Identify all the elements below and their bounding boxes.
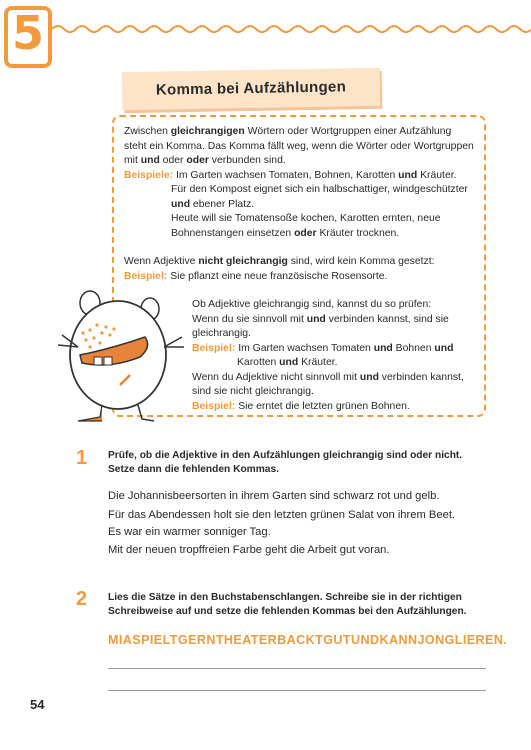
- emphasis-word: und: [373, 342, 393, 354]
- text-segment: mit: [124, 155, 141, 166]
- rule-example-line: [171, 183, 468, 198]
- rule-adjective-line: [124, 255, 435, 270]
- rule-adjective-line: [124, 270, 387, 285]
- task-2-instruction: Lies die Sätze in den Buchstabenschlangen. Schreibe sie in der richtigen: [108, 592, 462, 603]
- text-segment: Kräuter trocknen.: [316, 227, 400, 239]
- text-segment: sind, wird kein Komma gesetzt:: [287, 256, 435, 267]
- rule-test-line: [192, 371, 464, 386]
- emphasis-word: und: [434, 342, 454, 354]
- emphasis-word: und: [398, 169, 418, 181]
- chapter-number-badge: [4, 6, 52, 68]
- rule-test-line: [192, 313, 449, 328]
- task-2-instruction: Schreibweise auf und setze die fehlenden Kommas bei den Aufzählungen.: [108, 606, 467, 617]
- emphasis-word: oder: [294, 227, 317, 239]
- text-segment: Für den Kompost eignet sich ein halbschattiger, windgeschützter: [171, 184, 468, 195]
- task-1-sentence: Die Johannisbeersorten in ihrem Garten sind schwarz rot und gelb.: [108, 490, 440, 502]
- emphasis-word: und: [359, 371, 379, 383]
- task-1-sentence: Es war ein warmer sonniger Tag.: [108, 526, 271, 538]
- text-segment: Zwischen: [124, 126, 171, 137]
- rule-test-line: [192, 298, 431, 313]
- text-segment: Bohnenstangen einsetzen: [171, 227, 295, 239]
- text-segment: verbinden kannst, sind sie: [325, 313, 449, 325]
- text-segment: Wenn du Adjektive nicht sinnvoll mit: [192, 371, 360, 383]
- rule-example-line: [124, 169, 457, 184]
- text-segment: Im Garten wachsen Tomaten: [235, 342, 374, 354]
- text-segment: Im Garten wachsen Tomaten, Bohnen, Karotten: [173, 169, 399, 181]
- emphasis-word: und: [306, 313, 326, 325]
- text-segment: gleichrangig.: [192, 328, 251, 339]
- letter-snake: MIASPIELTGERNTHEATERBACKTGUTUNDKANNJONGLIEREN.: [108, 633, 508, 647]
- rule-test-line: [192, 400, 410, 415]
- text-segment: Sie erntet die letzten grünen Bohnen.: [235, 400, 410, 412]
- task-1-sentence: Für das Abendessen holt sie den letzten grünen Salat von ihrem Beet.: [108, 509, 456, 521]
- rule-test-line: [237, 356, 338, 371]
- text-segment: verbinden kannst,: [378, 371, 464, 383]
- text-segment: Heute will sie Tomatensoße kochen, Karotten ernten, neue: [171, 213, 441, 224]
- text-segment: Wörtern oder Wortgruppen einer Aufzählung: [244, 126, 452, 137]
- example-label: Beispiel:: [192, 342, 236, 354]
- text-segment: Wenn Adjektive: [124, 256, 199, 267]
- example-label: Beispiele:: [124, 169, 174, 181]
- rule-test-line: [192, 385, 314, 400]
- rule-test-line: [192, 342, 453, 357]
- text-segment: Ob Adjektive gleichrangig sind, kannst du so prüfen:: [192, 299, 432, 310]
- chapter-number: 5: [11, 6, 44, 60]
- emphasis-word: gleichrangigen: [170, 126, 245, 137]
- rule-example-line: [171, 198, 254, 213]
- text-segment: Kräuter.: [298, 357, 338, 368]
- text-segment: Wenn du sie sinnvoll mit: [192, 313, 307, 325]
- task-1-sentence: Mit der neuen tropffreien Farbe geht die Arbeit gut voran.: [108, 544, 390, 556]
- writing-line[interactable]: [108, 668, 486, 669]
- emphasis-word: oder: [186, 155, 209, 166]
- rule-example-line: [171, 227, 399, 242]
- text-segment: Karotten: [237, 357, 280, 368]
- rule-intro-line: [124, 125, 451, 140]
- text-segment: verbunden sind.: [208, 155, 286, 166]
- text-segment: Sie pflanzt eine neue französische Rosensorte.: [167, 270, 388, 282]
- monster-illustration: [50, 285, 190, 425]
- emphasis-word: und: [171, 198, 191, 210]
- rule-test-line: [192, 327, 251, 342]
- page-title: Komma bei Aufzählungen: [155, 78, 347, 99]
- text-segment: Bohnen: [392, 342, 435, 354]
- text-segment: steht ein Komma. Das Komma fällt weg, wenn die Wörter oder Wortgruppen: [124, 140, 474, 152]
- task-2-number: 2: [76, 588, 88, 610]
- task-1-instruction: Prüfe, ob die Adjektive in den Aufzählungen gleichrangig sind oder nicht.: [108, 450, 463, 461]
- text-segment: Kräuter.: [417, 169, 457, 181]
- task-1-instruction: Setze dann die fehlenden Kommas.: [108, 464, 279, 475]
- text-segment: sind sie nicht gleichrangig.: [192, 386, 314, 397]
- decorative-wave-line: [52, 20, 531, 38]
- rule-intro-line: [124, 154, 286, 169]
- rule-example-line: [171, 212, 441, 227]
- task-1-number: 1: [76, 447, 88, 469]
- rule-intro-line: [124, 140, 474, 155]
- example-label: Beispiel:: [192, 400, 236, 412]
- text-segment: ebener Platz.: [190, 198, 255, 210]
- title-banner: [122, 68, 381, 110]
- page-number: 54: [30, 697, 45, 712]
- emphasis-word: nicht gleichrangig: [198, 256, 288, 267]
- example-label: Beispiel:: [124, 270, 168, 282]
- emphasis-word: und: [140, 155, 160, 166]
- emphasis-word: und: [279, 357, 299, 368]
- writing-line[interactable]: [108, 690, 486, 691]
- text-segment: oder: [159, 155, 187, 166]
